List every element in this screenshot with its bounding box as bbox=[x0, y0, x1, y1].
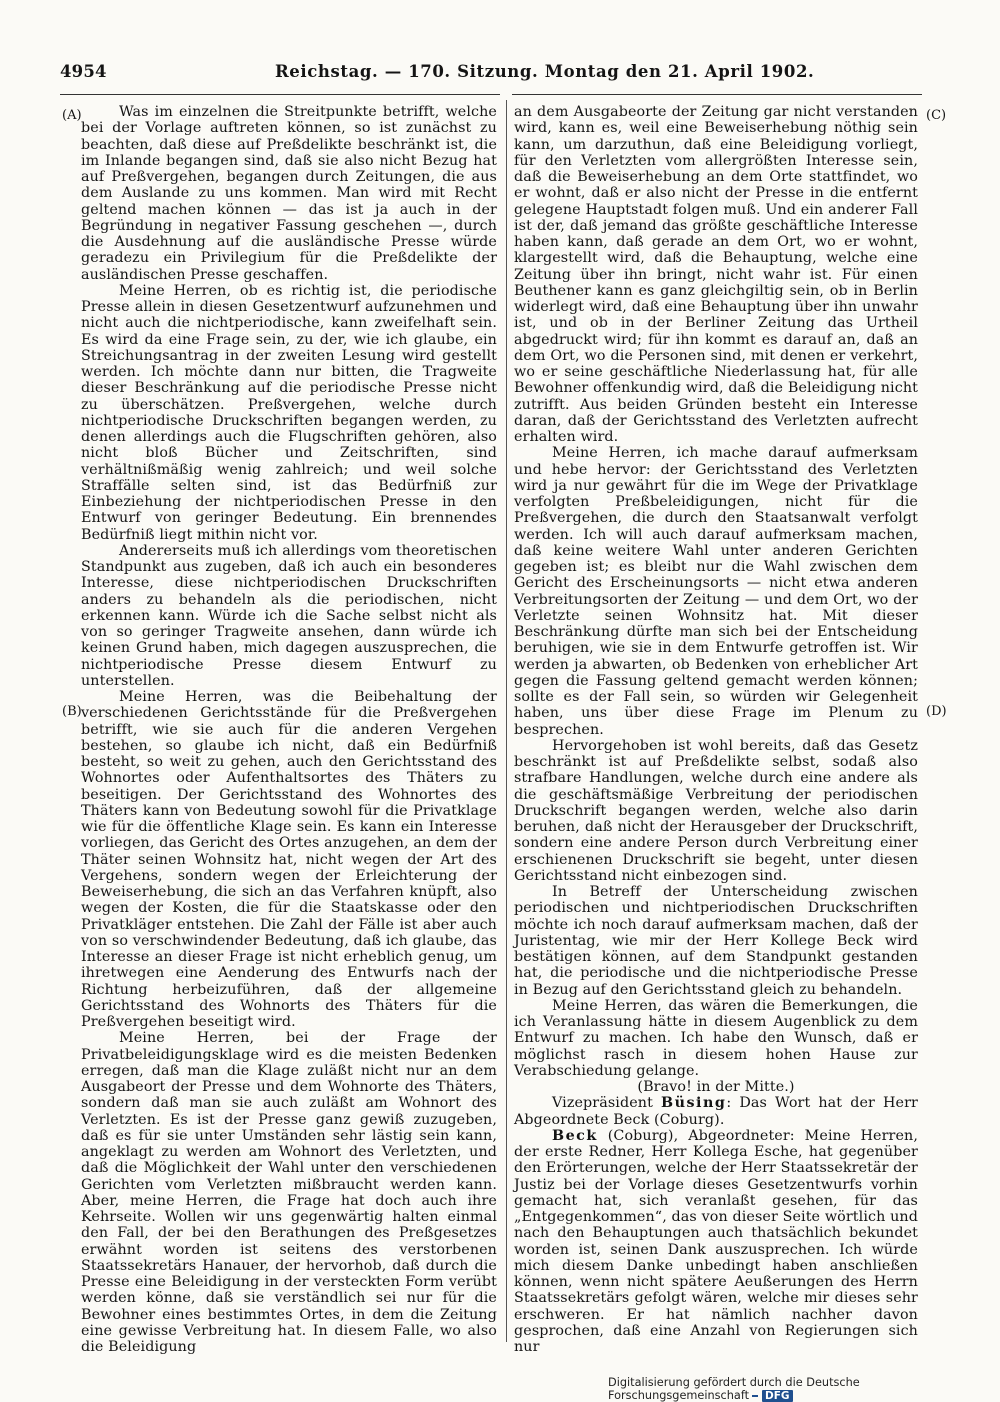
paragraph: Andererseits muß ich allerdings vom theoretischen Standpunkt aus zugeben, daß ich auch ein besonderes Interesse, diese nichtperiodischen Druckschriften anders zu behandeln als die periodischen, nicht erkennen kann. Würde ich die Sache selbst nicht als von so geringer Tragweite ansehen, dann würde ich keinen Grund haben, mich dagegen auszusprechen, die nichtperiodische Presse diesem Entwurf zu unterstellen. bbox=[81, 542, 497, 689]
margin-marker-a: (A) bbox=[62, 108, 82, 123]
page-number: 4954 bbox=[60, 62, 107, 81]
right-column bbox=[514, 104, 918, 1355]
paragraph: Meine Herren, bei der Frage der Privatbeleidigungsklage wird es die meisten Bedenken erregen, daß man die Klage zuläßt nicht nur an dem Ausgabeort der Presse und dem Wohnorte des Thäters, sondern daß man sie auch zuläßt am Wohnort des Verletzten. Es ist der Presse ganz gewiß zuzugeben, daß es für sie unter Umständen sehr lästig sein kann, angeklagt zu werden am Wohnort des Verletzten, und daß die Möglichkeit der Wahl unter den verschiedenen Gerichten vom Verletzten mißbraucht werden kann. Aber, meine Herren, die Frage hat doch auch ihre Kehrseite. Wollen wir uns gegenwärtig halten einmal den Fall, der bei den Berathungen des Preßgesetzes erwähnt worden ist seitens des verstorbenen Staatssekretärs Hanauer, der hervorhob, daß durch die Presse eine Beleidigung in der versteckten Form verübt werden könne, daß sie verständlich sei nur für die Bewohner eines bestimmtes Ortes, in dem die Zeitung eine gewisse Verbreitung hat. In diesem Falle, wo also die Beleidigung bbox=[81, 1030, 497, 1355]
running-title: Reichstag. — 170. Sitzung. Montag den 21. April 1902. bbox=[275, 62, 815, 81]
paragraph: an dem Ausgabeorte der Zeitung gar nicht verstanden wird, kann es, weil eine Beweiserhebung nöthig sein kann, um darzuthun, daß eine Beleidigung vorliegt, für den Verletzten vom allergrößten Interesse sein, daß die Beweiserhebung an dem Orte stattfindet, wo er wohnt, daß er also nicht der Presse in die entfernt gelegene Hauptstadt folgen muß. Und ein anderer Fall ist der, daß jemand das größte geschäftliche Interesse haben kann, daß gerade an dem Ort, wo er wohnt, klargestellt wird, daß die Behauptung, welche eine Zeitung über ihn bringt, nicht wahr ist. Für einen Beuthener kann es ganz gleichgiltig sein, ob in Berlin widerlegt wird, daß eine Behauptung über ihn unwahr ist, und ob in der Berliner Zeitung das Urtheil abgedruckt wird; für ihn kommt es darauf an, daß an dem Ort, wo die Personen sind, mit denen er verkehrt, wo er seine geschäftliche Niederlassung hat, für alle Bewohner offenkundig wird, daß die Beleidigung nicht zutrifft. Aus beiden Gründen besteht ein Interesse daran, daß der Gerichtsstand des Verletzten aufrecht erhalten wird. bbox=[514, 104, 918, 445]
margin-marker-c: (C) bbox=[926, 108, 947, 123]
applause-note: (Bravo! in der Mitte.) bbox=[637, 1079, 795, 1095]
margin-marker-d: (D) bbox=[926, 704, 947, 719]
beck-speech bbox=[514, 1128, 918, 1356]
margin-marker-b: (B) bbox=[62, 704, 82, 719]
speech-text: : Das Wort hat der Herr Abgeordnete Beck (Coburg). bbox=[514, 1095, 918, 1128]
footer-text: Digitalisierung gefördert durch die Deutsche Forschungsgemeinschaft bbox=[608, 1376, 860, 1402]
paragraph: Meine Herren, ich mache darauf aufmerksam und hebe hervor: der Gerichtsstand des Verletzten wird ja nur gewährt für die im Wege der Privatklage verfolgten Preßbeleidigungen, nicht für die Preßvergehen, die durch den Staatsanwalt verfolgt werden. Ich will auch darauf aufmerksam machen, daß keine weitere Wahl unter anderen Gerichten gegeben ist; es bleibt nur die Wahl zwischen dem Gericht des Erscheinungsorts — nicht etwa anderen Verbreitungsorten der Zeitung — und dem Ort, wo der Verletzte seinen Wohnsitz hat. Mit dieser Beschränkung dürfte man sich bei der Entscheidung beruhigen, wie sie in dem Entwurfe getroffen ist. Wir werden ja abwarten, ob Bedenken von erheblicher Art gegen die Fassung geltend gemacht werden können; sollte es der Fall sein, so würden wir Gelegenheit haben, uns über diese Frage im Plenum zu besprechen. bbox=[514, 445, 918, 738]
speaker-name: Büsing bbox=[661, 1095, 727, 1112]
paragraph: Meine Herren, was die Beibehaltung der verschiedenen Gerichtsstände für die Preßvergehen betrifft, wie sie auch für die anderen Vergehen bestehen, so glaube ich nicht, daß ein Bedürfniß besteht, so weit zu gehen, auch den Gerichtsstand des Wohnortes oder Aufenthaltsortes des Thäters zu beseitigen. Der Gerichtsstand des Wohnortes des Thäters kann von Bedeutung sowohl für die Privatklage wie für die öffentliche Klage sein. Es kann ein Interesse vorliegen, das Gericht des Ortes anzugehen, an dem der Thäter seinen Wohnsitz hat, nicht wegen der Art des Vergehens, sondern wegen der Erleichterung der Beweiserhebung, die sich an das Verfahren knüpft, also wegen der Kosten, die für die Staatskasse oder den Privatkläger entstehen. Die Zahl der Fälle ist aber auch von so verschwindender Bedeutung, daß ich glaube, das Interesse an dieser Frage ist nicht erheblich genug, um ihretwegen eine Aenderung des Entwurfs nach der Richtung herbeizuführen, daß der allgemeine Gerichtsstand des Wohnorts des Thäters für die Preßvergehen beseitigt wird. bbox=[81, 689, 497, 1030]
paragraph: Meine Herren, ob es richtig ist, die periodische Presse allein in diesen Gesetzentwurf aufzunehmen und nicht auch die nichtperiodische, kann zweifelhaft sein. Es wird da eine Frage sein, zu der, wie ich glaube, ein Streichungsantrag in der zweiten Lesung wird gestellt werden. Ich möchte dann nur bitten, die Tragweite dieser Beschränkung auf die periodische Presse nicht zu überschätzen. Preßvergehen, welche durch nichtperiodische Druckschriften begangen werden, zu denen allerdings auch die Flugschriften gehören, also nicht bloß Bücher und Zeitschriften, sind verhältnißmäßig wenig zahlreich; und weil solche Straffälle selten sind, ist das Bedürfniß zur Einbeziehung der nichtperiodischen Presse in den Entwurf von geringer Bedeutung. Ein brennendes Bedürfniß liegt mithin nicht vor. bbox=[81, 282, 497, 543]
column-divider bbox=[506, 100, 507, 1342]
speech-text: (Coburg), Abgeordneter: Meine Herren, der erste Redner, Herr Kollega Esche, hat gegenüber den Erörterungen, welche der Herr Staatssekretär der Justiz bei der Vorlage dieses Gesetzentwurfs vorhin gemacht hat, sich veranlaßt gesehen, für das „Entgegenkommen“, das von dieser Seite wörtlich und nach den Behauptungen auch thatsächlich bekundet worden ist, seinen Dank auszusprechen. Ich würde mich diesem Danke unbedingt haben anschließen können, wenn nicht spätere Aeußerungen des Herrn Staatssekretärs gefolgt wären, welche mir dieses sehr erschweren. Er hat nämlich nachher davon gesprochen, daß eine Anzahl von Regierungen sich nur bbox=[514, 1127, 918, 1355]
header-rule-right bbox=[512, 94, 922, 95]
header-rule-left bbox=[60, 94, 500, 95]
funding-footer bbox=[608, 1376, 1000, 1402]
paragraph: In Betreff der Unterscheidung zwischen periodischen und nichtperiodischen Druckschriften möchte ich noch darauf aufmerksam machen, daß der Juristentag, wie mir der Herr Kollege Beck wird bestätigen können, auf dem Standpunkt gestanden hat, die periodische und die nichtperiodische Presse in Bezug auf den Gerichtsstand gleich zu behandeln. bbox=[514, 884, 918, 998]
paragraph: Meine Herren, das wären die Bemerkungen, die ich Veranlassung hätte in diesem Augenblick zu dem Entwurf zu machen. Ich habe den Wunsch, daß er möglichst rasch in diesem hohen Hause zur Verabschiedung gelange. bbox=[514, 997, 918, 1079]
speaker-name: Beck bbox=[552, 1127, 598, 1144]
left-column bbox=[81, 104, 497, 1355]
paragraph: Was im einzelnen die Streitpunkte betrifft, welche bei der Vorlage auftreten können, so ist zunächst zu beachten, daß diese auf Preßdelikte beschränkt ist, die im Inlande begangen sind, daß sie also nicht Bezug hat auf Preßvergehen, begangen durch Zeitungen, die aus dem Auslande zu uns kommen. Man wird mit Recht geltend machen können — das ist ja auch in der Begründung in negativer Fassung geschehen —, durch die Ausdehnung auf die ausländische Presse würde geradezu ein Privilegium für die Preßdelikte der ausländischen Presse geschaffen. bbox=[81, 104, 497, 283]
dfg-logo: DFG bbox=[762, 1390, 793, 1402]
page-header bbox=[60, 62, 940, 88]
paragraph: Hervorgehoben ist wohl bereits, daß das Gesetz beschränkt ist auf Preßdelikte selbst, sodaß also strafbare Handlungen, welche durch eine andere als die geschäftsmäßige Verbreitung der periodischen Druckschrift begangen werden, welche also darin beruhen, daß nicht der Herausgeber der Druckschrift, sondern eine andere Person durch Verbreitung einer erschienenen Druckschrift sie begeht, unter diesen Gerichtsstand nicht einbezogen sind. bbox=[514, 737, 918, 884]
speaker-role: Vizepräsident bbox=[552, 1095, 653, 1112]
vice-president-remark bbox=[514, 1095, 918, 1128]
